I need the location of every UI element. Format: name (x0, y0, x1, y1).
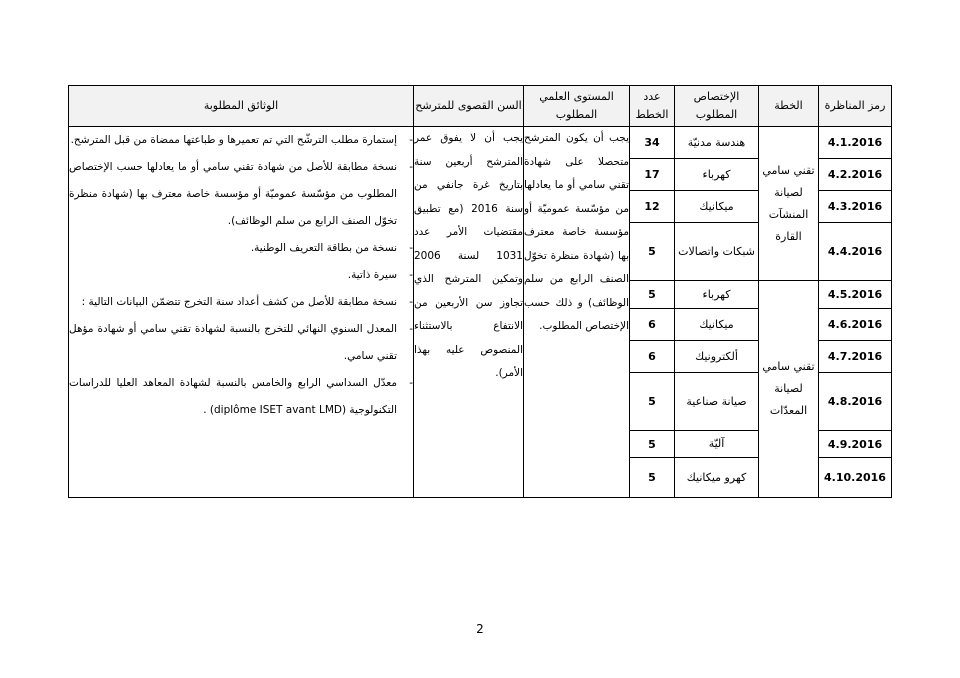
header-code: رمز المناظرة (819, 86, 892, 127)
row-code: 4.1.2016 (819, 127, 892, 159)
list-item (69, 316, 413, 370)
row-code: 4.9.2016 (819, 431, 892, 458)
row-count: 5 (630, 431, 675, 458)
competition-table (68, 85, 892, 498)
page-number: 2 (476, 622, 484, 636)
header-row (69, 86, 892, 127)
row-code: 4.2.2016 (819, 159, 892, 191)
row-specialty: كهرباء (675, 281, 759, 309)
doc-text: معدّل السداسي الرابع والخامس بالنسبة لشهادة المعاهد العليا للدراسات التكنولوجية (diplôme ISET avant LMD) . (69, 377, 397, 416)
row-count: 5 (630, 281, 675, 309)
plan-cell: تقني سامي لصيانة المعدّات (759, 281, 819, 498)
list-item (69, 289, 413, 316)
row-count: 34 (630, 127, 675, 159)
list-item (69, 127, 413, 154)
row-code: 4.3.2016 (819, 191, 892, 223)
row-count: 6 (630, 309, 675, 341)
list-dash: - (409, 269, 413, 281)
doc-text: نسخة مطابقة للأصل من شهادة تقني سامي أو ما يعادلها حسب الإختصاص المطلوب من مؤسّسة عموميّة أو مؤسسة خاصة معترف بها (شهادة منظرة تخوّل الصنف الرابع من سلم الوظائف). (69, 161, 397, 227)
doc-text: سيرة ذاتية. (347, 269, 397, 281)
table-row (69, 127, 892, 159)
doc-text: إستمارة مطلب الترشّح التي تم تعميرها و طباعتها ممضاة من قبل المترشح. (70, 134, 397, 146)
row-code: 4.6.2016 (819, 309, 892, 341)
row-specialty: ميكانيك (675, 191, 759, 223)
row-count: 5 (630, 373, 675, 431)
age-text: يجب أن لا يفوق عمر المترشح أربعين سنة بتاريخ غرة جانفي من سنة 2016 (مع تطبيق مقتضيات الأمر عدد 1031 لسنة 2006 وتمكين المترشح الذي تجاوز سن الأربعين من الانتفاع بالاستثناء المنصوص عليه بهذا الأمر). (414, 127, 524, 498)
list-item (69, 262, 413, 289)
row-specialty: هندسة مدنيّة (675, 127, 759, 159)
level-text: يجب أن يكون المترشح متحصلا على شهادة تقني سامي أو ما يعادلها من مؤسّسة عموميّة أو مؤسسة خاصة معترف بها (شهادة منظرة تخوّل الصنف الرابع من سلم الوظائف) و ذلك حسب الإختصاص المطلوب. (524, 127, 630, 498)
row-specialty: ألكترونيك (675, 341, 759, 373)
list-dash: - (409, 242, 413, 254)
docs-cell (69, 127, 414, 498)
list-item (69, 154, 413, 235)
doc-text: نسخة مطابقة للأصل من كشف أعداد سنة التخرج تتضمّن البيانات التالية : (81, 296, 397, 308)
row-specialty: آليّة (675, 431, 759, 458)
row-code: 4.10.2016 (819, 458, 892, 498)
plan-cell: تقني سامي لصيانة المنشآت القارة (759, 127, 819, 281)
row-count: 6 (630, 341, 675, 373)
row-code: 4.8.2016 (819, 373, 892, 431)
row-specialty: ميكانيك (675, 309, 759, 341)
row-code: 4.5.2016 (819, 281, 892, 309)
header-age: السن القصوى للمترشح (414, 86, 524, 127)
list-dash: - (409, 377, 413, 389)
header-level: المستوى العلمي المطلوب (524, 86, 630, 127)
header-specialty: الإختصاص المطلوب (675, 86, 759, 127)
header-count: عدد الخطط (630, 86, 675, 127)
row-count: 17 (630, 159, 675, 191)
row-code: 4.7.2016 (819, 341, 892, 373)
row-specialty: كهرباء (675, 159, 759, 191)
list-dash: - (409, 296, 413, 308)
row-count: 12 (630, 191, 675, 223)
doc-text: نسخة من بطاقة التعريف الوطنية. (250, 242, 397, 254)
list-dash: - (409, 134, 413, 146)
list-item (69, 235, 413, 262)
header-docs: الوثائق المطلوبة (69, 86, 414, 127)
doc-text: المعدل السنوي النهائي للتخرج بالنسبة لشهادة تقني سامي أو شهادة مؤهل تقني سامي. (69, 323, 397, 362)
row-specialty: شبكات واتصالات (675, 223, 759, 281)
header-plan: الخطة (759, 86, 819, 127)
row-specialty: كهرو ميكانيك (675, 458, 759, 498)
row-count: 5 (630, 458, 675, 498)
docs-list (69, 127, 413, 424)
list-dash: - (409, 161, 413, 173)
row-specialty: صيانة صناعية (675, 373, 759, 431)
row-count: 5 (630, 223, 675, 281)
list-dash: - (409, 323, 413, 335)
list-item (69, 370, 413, 424)
row-code: 4.4.2016 (819, 223, 892, 281)
